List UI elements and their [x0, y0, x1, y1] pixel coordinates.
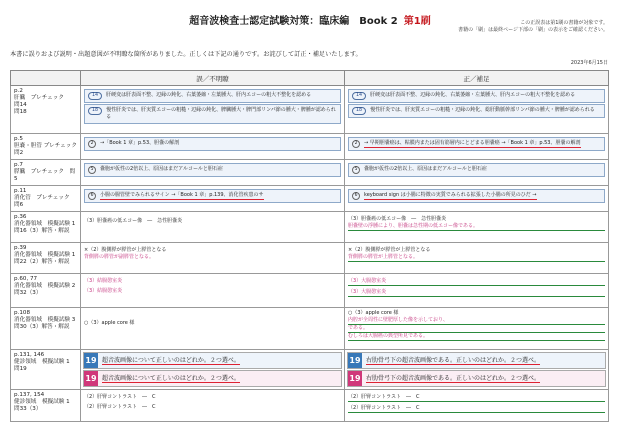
loc-line: 胆嚢・胆管 プレチェック 問2: [14, 143, 77, 156]
table-row: [11, 160, 609, 186]
loc-line: 問22（2）解答・解説: [14, 259, 70, 265]
right-cell: [345, 86, 609, 134]
loc-line: 問16（3）解答・解説: [14, 228, 70, 234]
table-row: [11, 390, 609, 422]
table-header: [11, 71, 609, 86]
question-number: 19: [84, 371, 98, 386]
question-text: 右肋骨弓下の超音波画像である。正しいのはどれか。２つ選べ。: [366, 356, 541, 364]
loc-line: 肝臓 プレチェック: [14, 95, 64, 101]
wrong-cell: [81, 134, 345, 160]
question-text: 嚢胞が仮性の2倍以上、原因はまだアルコールと胆石症: [100, 166, 223, 172]
question-box: [84, 104, 341, 124]
question-banner: [347, 370, 606, 387]
answer-line: （3）大腸憩室炎: [348, 289, 605, 297]
note-line-2: 書籍の「刷」は最終ページ下部の「刷」の表示をご確認ください。: [458, 27, 608, 33]
answer-line: ×（2）腹側膵が膵管が上膵管となる: [84, 247, 167, 253]
wrong-cell: [81, 274, 345, 308]
right-cell: [345, 308, 609, 350]
loc-line: p.7: [14, 162, 23, 168]
right-cell: [345, 390, 609, 422]
question-text: → 早期胆嚢癌は、粘膜内または固有筋層内にとどまる胆嚢癌 →「Book 1 章」p.53、胆嚢の解剖: [364, 140, 581, 146]
table-row: [11, 308, 609, 350]
question-box: [84, 89, 341, 103]
row-location: [11, 350, 81, 390]
question-number: 2: [352, 140, 360, 148]
wrong-cell: [81, 86, 345, 134]
header-location: [11, 71, 81, 86]
wrong-cell: [81, 186, 345, 212]
loc-line: p.36: [14, 214, 27, 220]
note-line-1: この正誤表は第1刷の書籍が対象です。: [520, 20, 608, 26]
question-box: [348, 163, 605, 177]
question-box: [84, 163, 341, 177]
question-number: 19: [348, 371, 362, 386]
table-row: [11, 186, 609, 212]
right-cell: [345, 212, 609, 243]
question-text: 嚢胞が仮性の2倍以上、原因はまだアルコールと胆石症: [364, 166, 487, 172]
question-text: 肝硬変は肝表面不整、辺縁の鈍化、右葉萎縮・左葉腫大、肝内エコーの粗大不整化を認める: [106, 92, 312, 98]
question-number: 19: [348, 353, 362, 368]
answer-line: （3）結腸憩室炎: [84, 288, 123, 294]
added-explanation: である。: [348, 325, 605, 333]
answer-line: （2）肝腎コントラスト ― C: [84, 394, 156, 400]
loc-line: p.11: [14, 188, 27, 194]
wrong-cell: [81, 390, 345, 422]
row-location: [11, 86, 81, 134]
added-explanation: 内腔が全周性に壁肥厚した像を示しており、: [348, 317, 605, 325]
title-edition: 第1刷: [403, 16, 431, 27]
loc-line: p.60, 77: [14, 276, 38, 282]
question-number: 5: [88, 166, 96, 174]
loc-line: 問14: [14, 102, 27, 108]
loc-line: 消化器領域 模擬試験 3: [14, 317, 76, 323]
loc-line: 問32（3）: [14, 290, 42, 296]
header-right: 正／補足: [345, 71, 609, 86]
row-location: [11, 243, 81, 274]
loc-line: 消化器領域 模擬試験 2: [14, 283, 76, 289]
wrong-cell: [81, 212, 345, 243]
question-text: 超音波画像について正しいのはどれか。２つ選べ。: [102, 356, 240, 364]
right-cell: [345, 243, 609, 274]
question-banner: [347, 352, 606, 369]
row-location: [11, 160, 81, 186]
question-box: [84, 189, 341, 203]
question-text: 右肋骨弓下の超音波画像である。正しいのはどれか。２つ選べ。: [366, 374, 541, 382]
question-number: 6: [88, 192, 96, 200]
publish-date: 2023年6月15日: [570, 60, 608, 66]
edition-note: [378, 20, 608, 34]
question-number: 14: [352, 92, 366, 100]
wrong-cell: [81, 308, 345, 350]
question-number: 14: [88, 92, 102, 100]
answer-line: （2）肝腎コントラスト ― C: [348, 394, 605, 402]
table-row: [11, 274, 609, 308]
loc-line: p.39: [14, 245, 27, 251]
answer-line: （3）結腸憩室炎: [84, 278, 123, 284]
question-box: [348, 104, 605, 118]
right-cell: [345, 160, 609, 186]
row-location: [11, 134, 81, 160]
answer-line: ○（3）apple core 様: [348, 310, 399, 316]
loc-line: 問18: [14, 109, 27, 115]
wrong-cell: [81, 160, 345, 186]
row-location: [11, 308, 81, 350]
loc-line: 健診領域 模擬試験 1: [14, 359, 70, 365]
table-row: [11, 243, 609, 274]
question-text: 超音波画像について正しいのはどれか。２つ選べ。: [102, 374, 240, 382]
loc-line: 膵臓 プレチェック 問5: [14, 169, 76, 182]
question-text: →「Book 1 章」p.53、胆嚢の解剖: [100, 140, 180, 146]
header-wrong: 誤／不明瞭: [81, 71, 345, 86]
table-row: [11, 134, 609, 160]
question-number: 6: [352, 192, 360, 200]
answer-line: ×（2）腹側膵が膵管が上膵管となる: [348, 247, 431, 253]
wrong-cell: [81, 350, 345, 390]
question-number: 2: [88, 140, 96, 148]
row-location: [11, 186, 81, 212]
loc-line: p.137, 154: [14, 392, 45, 398]
loc-line: 問30（3）解答・解説: [14, 324, 70, 330]
title-main: 超音波検査士認定試験対策：臨床編 Book 2: [189, 16, 398, 27]
answer-line: （2）肝腎コントラスト ― C: [84, 404, 156, 410]
added-explanation: 胆嚢壁の浮腫により、胆嚢は急性期の低エコー像である。: [348, 223, 605, 231]
loc-line: p.2: [14, 88, 23, 94]
row-location: [11, 212, 81, 243]
right-cell: [345, 350, 609, 390]
question-number: 18: [88, 107, 102, 115]
loc-line: 健診領域 模擬試験 1: [14, 399, 70, 405]
right-cell: [345, 274, 609, 308]
question-number: 18: [352, 107, 366, 115]
question-number: 5: [352, 166, 360, 174]
question-box: [84, 137, 341, 151]
question-banner: [83, 370, 342, 387]
loc-line: p.5: [14, 136, 23, 142]
intro-text: 本書に誤りおよび説明・出題意図が不明瞭な箇所がありました。正しくは下記の通りです。お詫びして訂正・補足いたします。: [10, 51, 362, 58]
row-location: [11, 390, 81, 422]
loc-line: 問19: [14, 366, 27, 372]
question-box: [348, 137, 605, 151]
question-number: 19: [84, 353, 98, 368]
loc-line: p.108: [14, 310, 31, 316]
added-explanation: むしろは大腸癌の典型所見である。: [348, 333, 605, 341]
loc-line: 消化管 プレチェック 問6: [14, 195, 76, 208]
loc-line: 消化器領域 模擬試験 1: [14, 252, 76, 258]
question-box: [348, 189, 605, 203]
answer-line: ○（3）apple core 様: [84, 320, 135, 326]
errata-table: [10, 70, 609, 422]
answer-line: （3）胆嚢癌の低エコー像 ― 急性胆嚢炎: [348, 216, 447, 222]
corrected-explanation: 背側膵の膵管が上膵管となる。: [348, 254, 605, 262]
table-row: [11, 350, 609, 390]
question-text: 肝硬変は肝表面不整、辺縁の鈍化、右葉萎縮・左葉腫大、肝内エコーの粗大不整化を認める: [370, 92, 576, 98]
right-cell: [345, 186, 609, 212]
wrong-cell: [81, 243, 345, 274]
answer-line: （3）大腸憩室炎: [348, 278, 605, 286]
question-text: keyboard sign は小腸に特徴の実質でみられる拡張した小腸の所見のひだ →: [364, 192, 537, 198]
loc-line: p.131, 146: [14, 352, 45, 358]
answer-line: （2）肝腎コントラスト ― C: [348, 405, 605, 413]
question-banner: [83, 352, 342, 369]
table-row: [11, 86, 609, 134]
question-box: [348, 89, 605, 103]
question-text: 慢性肝炎では、肝実質エコーの粗糙・辺縁の鈍化、脾臓腫大・脾門部リンパ節の腫大・脾腫が認められる: [106, 107, 336, 120]
right-cell: [345, 134, 609, 160]
question-text: 小腸の腸管壁でみられるサイン →「Book 1 章」p.139、消化管疾患のサ: [100, 192, 264, 198]
table-row: [11, 212, 609, 243]
answer-line: （3）胆嚢癌の低エコー像 ― 急性胆嚢炎: [84, 218, 183, 224]
explanation-line: 背側膵の膵管が副膵管となる。: [84, 254, 155, 260]
loc-line: 消化器領域 模擬試験 1: [14, 221, 76, 227]
row-location: [11, 274, 81, 308]
question-text: 慢性肝炎では、肝実質エコーの粗糙・辺縁の鈍化、総肝動脈幹部リンパ節の腫大・脾腫が認められる: [370, 107, 595, 113]
loc-line: 問33（3）: [14, 406, 42, 412]
